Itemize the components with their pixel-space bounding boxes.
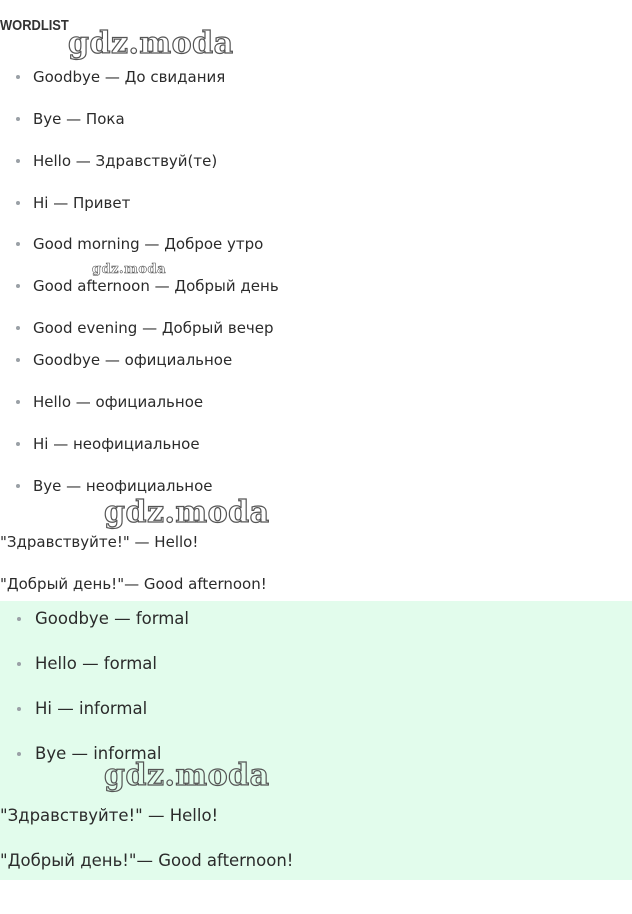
bullet-icon: [17, 662, 21, 666]
bullet-icon: [17, 617, 21, 621]
bullet-icon: [17, 752, 21, 756]
list-item: [0, 108, 632, 130]
list-item: [0, 275, 632, 297]
bullet-icon: [16, 117, 20, 121]
watermark-logo: gdz.moda: [68, 26, 234, 61]
list-item-text: Good evening — Добрый вечер: [33, 319, 274, 337]
list-item: [0, 697, 632, 721]
wordlist-heading: WORDLIST: [0, 17, 69, 34]
bullet-icon: [16, 201, 20, 205]
list-item: [0, 66, 632, 88]
bullet-icon: [16, 242, 20, 246]
bullet-icon: [16, 358, 20, 362]
bullet-icon: [16, 442, 20, 446]
list-item-text: Hi — неофициальное: [33, 435, 200, 453]
phrase-line: "Добрый день!"— Good afternoon!: [0, 851, 294, 870]
list-item-text: Hello — formal: [35, 654, 157, 673]
list-item-text: Goodbye — До свидания: [33, 68, 226, 86]
list-item: [0, 475, 632, 497]
list-item-text: Hello — официальное: [33, 393, 204, 411]
bullet-icon: [16, 284, 20, 288]
list-item-text: Good morning — Доброе утро: [33, 235, 264, 253]
list-item-text: Bye — неофициальное: [33, 477, 213, 495]
bullet-icon: [16, 326, 20, 330]
watermark-logo: gdz.moda: [92, 262, 167, 277]
bullet-icon: [16, 400, 20, 404]
list-item: [0, 192, 632, 214]
list-item-text: Hi — Привет: [33, 194, 131, 212]
bullet-icon: [16, 75, 20, 79]
phrase-line: "Добрый день!"— Good afternoon!: [0, 575, 267, 593]
bullet-icon: [17, 707, 21, 711]
list-item: [0, 317, 632, 339]
phrase-line: "Здравствуйте!" — Hello!: [0, 806, 219, 825]
list-item-text: Hello — Здравствуй(те): [33, 152, 218, 170]
watermark-logo: gdz.moda: [104, 495, 270, 530]
list-item: [0, 742, 632, 766]
list-item-text: Bye — Пока: [33, 110, 125, 128]
list-item: [0, 391, 632, 413]
list-item-text: Goodbye — formal: [35, 609, 189, 628]
list-item-text: Goodbye — официальное: [33, 351, 233, 369]
list-item-text: Bye — informal: [35, 744, 162, 763]
answer-box: [0, 601, 632, 880]
watermark-logo: gdz.moda: [104, 758, 270, 793]
list-item: [0, 607, 632, 631]
list-item: [0, 150, 632, 172]
bullet-icon: [16, 484, 20, 488]
list-item: [0, 433, 632, 455]
bullet-icon: [16, 159, 20, 163]
list-item: [0, 652, 632, 676]
list-item: [0, 349, 632, 371]
list-item-text: Hi — informal: [35, 699, 148, 718]
list-item-text: Good afternoon — Добрый день: [33, 277, 279, 295]
list-item: [0, 233, 632, 255]
phrase-line: "Здравствуйте!" — Hello!: [0, 533, 199, 551]
